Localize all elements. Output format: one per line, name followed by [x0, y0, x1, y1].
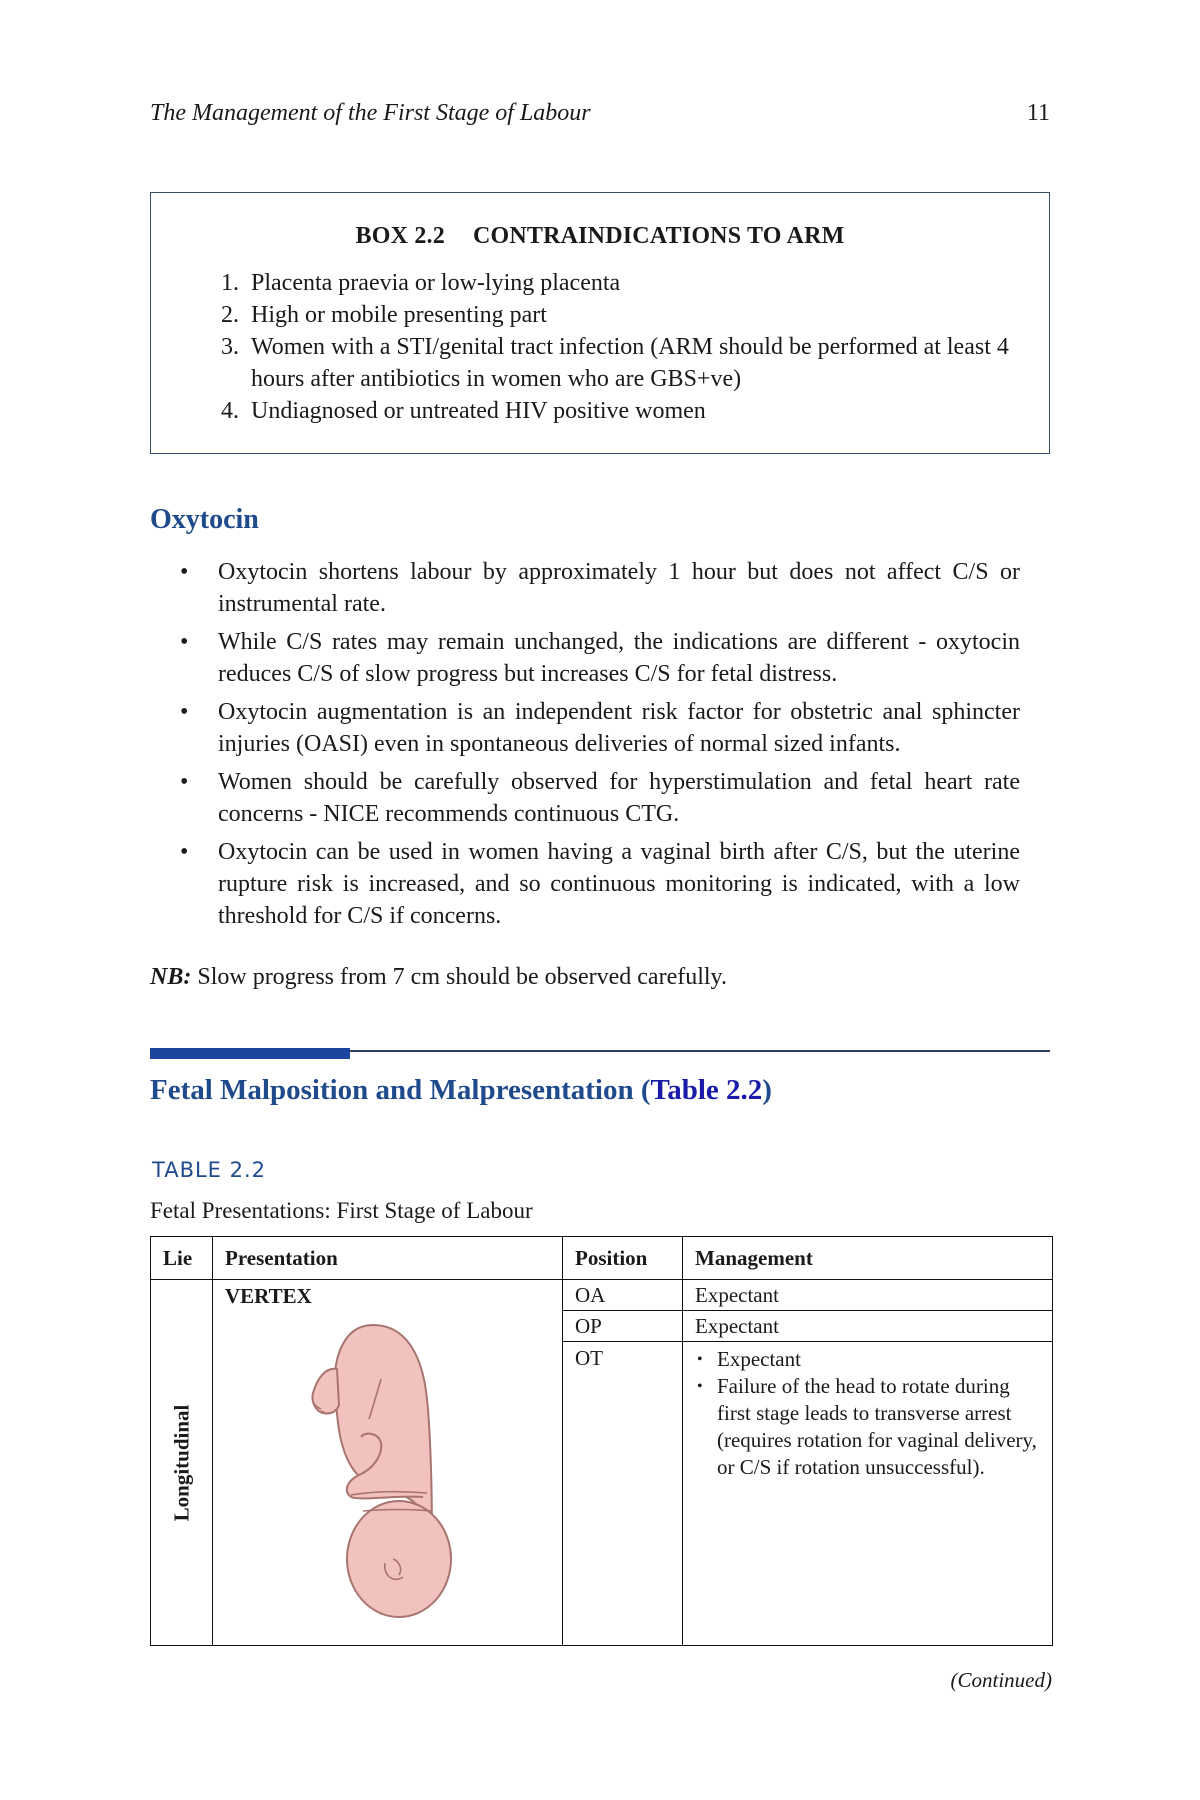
box-list-item [221, 331, 1049, 395]
position-cell [563, 1342, 683, 1646]
item-number: 4. [221, 398, 239, 424]
management-cell: Expectant [683, 1280, 1053, 1311]
continued-note: (Continued) [950, 1668, 1052, 1692]
box-list-item [221, 395, 1049, 427]
lie-cell [151, 1280, 213, 1646]
section-rule-accent [150, 1048, 350, 1059]
lie-label: Longitudinal [169, 1404, 193, 1521]
table-label: TABLE 2.2 [152, 1158, 267, 1182]
box-list [221, 267, 1049, 427]
contraindications-box [150, 192, 1050, 454]
item-text: Placenta praevia or low-lying placenta [251, 270, 621, 296]
position-cell: OP [563, 1311, 683, 1342]
box-title [151, 223, 1049, 250]
bullet-item: • Oxytocin augmentation is an independent risk factor for obstetric anal sphincter injuries (OASI) even in spontaneous deliveries of normal sized infants. [180, 696, 1020, 760]
header-management: Management [683, 1237, 1053, 1280]
section-heading-close: ) [762, 1074, 772, 1106]
section-heading-text: Fetal Malposition and Malpresentation ( [150, 1074, 651, 1106]
nb-note [150, 964, 727, 991]
table-row [151, 1280, 1053, 1311]
management-item: • Failure of the head to rotate during first stage leads to transverse arrest (requires rotation for vaginal delivery, or C/S if rotation unsuccessful). [695, 1373, 1040, 1481]
fetus-vertex-illustration [303, 1319, 473, 1629]
header-presentation: Presentation [213, 1237, 563, 1280]
table-header-row [151, 1237, 1053, 1280]
header-lie: Lie [151, 1237, 213, 1280]
position-value: OT [575, 1346, 603, 1370]
table-reference-link[interactable]: Table 2.2 [650, 1074, 763, 1106]
bullet-item: • Oxytocin shortens labour by approximately 1 hour but does not affect C/S or instrumental rate. [180, 556, 1020, 620]
presentation-cell [213, 1280, 563, 1646]
item-number: 3. [221, 334, 239, 360]
box-list-item [221, 267, 1049, 299]
nb-label: NB: [150, 964, 192, 990]
item-number: 1. [221, 270, 239, 296]
bullet-item: • Women should be carefully observed for hyperstimulation and fetal heart rate concerns - NICE recommends continuous CTG. [180, 766, 1020, 830]
management-cell [683, 1342, 1053, 1646]
management-item: • Expectant [695, 1346, 1040, 1373]
bullet-item: • While C/S rates may remain unchanged, the indications are different - oxytocin reduces C/S of slow progress but increases C/S for fetal distress. [180, 626, 1020, 690]
page-number: 11 [1026, 100, 1050, 126]
management-list [695, 1346, 1040, 1481]
box-heading: CONTRAINDICATIONS TO ARM [472, 223, 845, 249]
running-header [150, 100, 1050, 134]
item-number: 2. [221, 302, 239, 328]
box-list-item [221, 299, 1049, 331]
presentation-label: VERTEX [225, 1284, 312, 1308]
fetal-presentations-table [150, 1236, 1053, 1646]
position-cell: OA [563, 1280, 683, 1311]
oxytocin-bullets [180, 556, 1020, 938]
item-text: Undiagnosed or untreated HIV positive women [251, 398, 706, 424]
section-heading [150, 1074, 772, 1107]
oxytocin-heading: Oxytocin [150, 504, 259, 535]
bullet-item: • Oxytocin can be used in women having a vaginal birth after C/S, but the uterine rupture risk is increased, and so continuous monitoring is indicated, with a low threshold for C/S if concerns. [180, 836, 1020, 932]
item-text: High or mobile presenting part [251, 302, 547, 328]
box-number: BOX 2.2 [355, 223, 445, 249]
table-caption: Fetal Presentations: First Stage of Labour [150, 1198, 533, 1223]
item-text: Women with a STI/genital tract infection (ARM should be performed at least 4 hours after antibiotics in women who are GBS+ve) [251, 334, 1009, 392]
header-position: Position [563, 1237, 683, 1280]
management-cell: Expectant [683, 1311, 1053, 1342]
running-title: The Management of the First Stage of Labour [150, 100, 591, 126]
nb-text: Slow progress from 7 cm should be observed carefully. [191, 964, 727, 990]
